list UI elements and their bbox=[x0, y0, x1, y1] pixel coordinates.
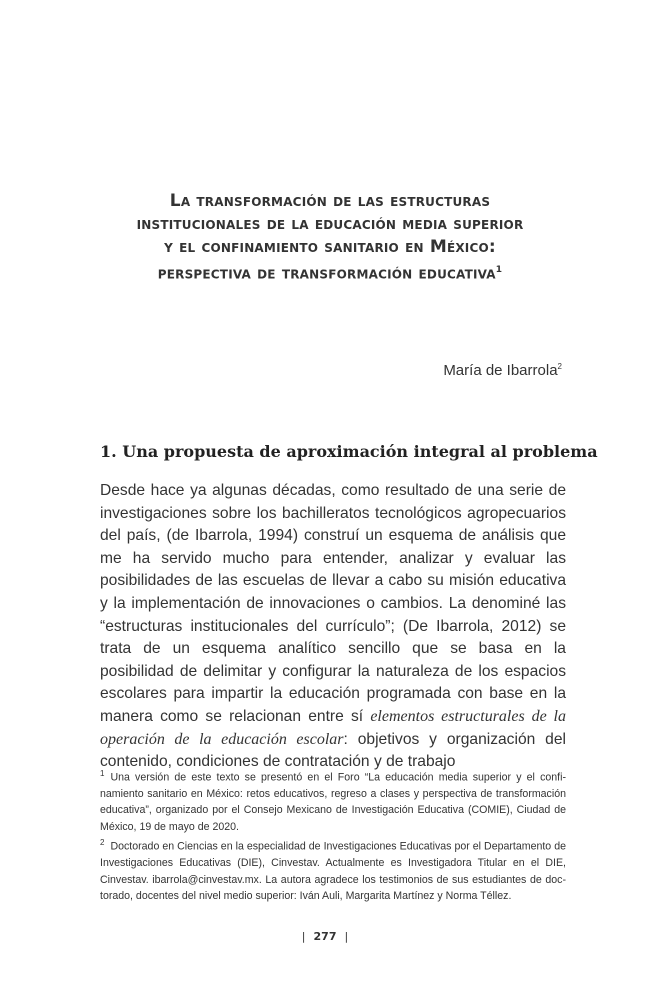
body-paragraph bbox=[100, 480, 566, 774]
author-footnote-ref: 2 bbox=[557, 362, 562, 371]
title-line-1: La transformación de las estructuras bbox=[169, 191, 491, 211]
body-text-part-2: : objetivos y organización del contenido, condiciones de contratación y de trabajo bbox=[100, 730, 566, 771]
author-name: María de Ibarrola bbox=[443, 362, 558, 379]
footnote-number: 2 bbox=[100, 838, 105, 848]
page-number-value: 277 bbox=[313, 930, 337, 943]
footnote-text: Una versión de este texto se presentó en el Foro “La educación media superior y el confinamiento sanitario en México: retos educativos, regreso a clases y perspectiva de transformación educativa”, organizado por el Consejo Mexicano de Investigación Educativa (COMIE), Ciudad de México, 19 de mayo de 2020. bbox=[100, 771, 566, 833]
footnote-number: 1 bbox=[100, 769, 105, 778]
page-number-bar-left: | bbox=[301, 930, 306, 943]
body-italic-phrase: elementos estructurales de la operación de la educación escolar bbox=[100, 707, 566, 748]
title-line-4-text: perspectiva de transformación educativa bbox=[157, 263, 496, 284]
footnote-1 bbox=[100, 766, 566, 835]
section-heading: 1. Una propuesta de aproximación integral al problema bbox=[100, 442, 598, 461]
title-line-2: institucionales de la educación media superior bbox=[136, 214, 524, 234]
body-text-part-1: Desde hace ya algunas décadas, como resultado de una serie de investigaciones sobre los bachilleratos tecnológicos agropecuarios del país, (de Ibarrola, 1994) construí un esquema de análisis que me ha servido mucho para entender, analizar y evaluar las posibilidades de las escuelas de llevar a cabo su misión educativa y la implementación de innovaciones o cambios. La denominé las “estructuras institucionales del currículo”; (De Ibarrola, 2012) se trata de un esquema analítico sencillo que se basa en la posibilidad de delimitar y configurar la naturaleza de los espacios escolares para impartir la educación programada con base en la manera como se relacionan entre sí bbox=[100, 482, 566, 725]
footnotes bbox=[100, 766, 566, 904]
page-number-bar-right: | bbox=[344, 930, 349, 943]
title-line-3: y el confinamiento sanitario en México: bbox=[164, 237, 496, 257]
footnote-2 bbox=[100, 835, 566, 904]
page-number bbox=[0, 930, 650, 943]
title-footnote-ref: 1 bbox=[495, 265, 503, 275]
author-byline bbox=[443, 362, 562, 379]
chapter-title bbox=[80, 190, 580, 286]
footnote-text: Doctorado en Ciencias en la especialidad de Investigaciones Educativas por el Departamento de Investigaciones Educativas (DIE), Cinvestav. Actualmente es Investigadora Titular en el DIE, Cinvestav. ibarrola@cinvestav.mx. La autora agradece los testimonios de sus estudiantes de doctorado, docentes del nivel medio superior: Iván Auli, Margarita Martínez y Norma Téllez. bbox=[100, 840, 566, 902]
title-line-4 bbox=[80, 259, 580, 286]
